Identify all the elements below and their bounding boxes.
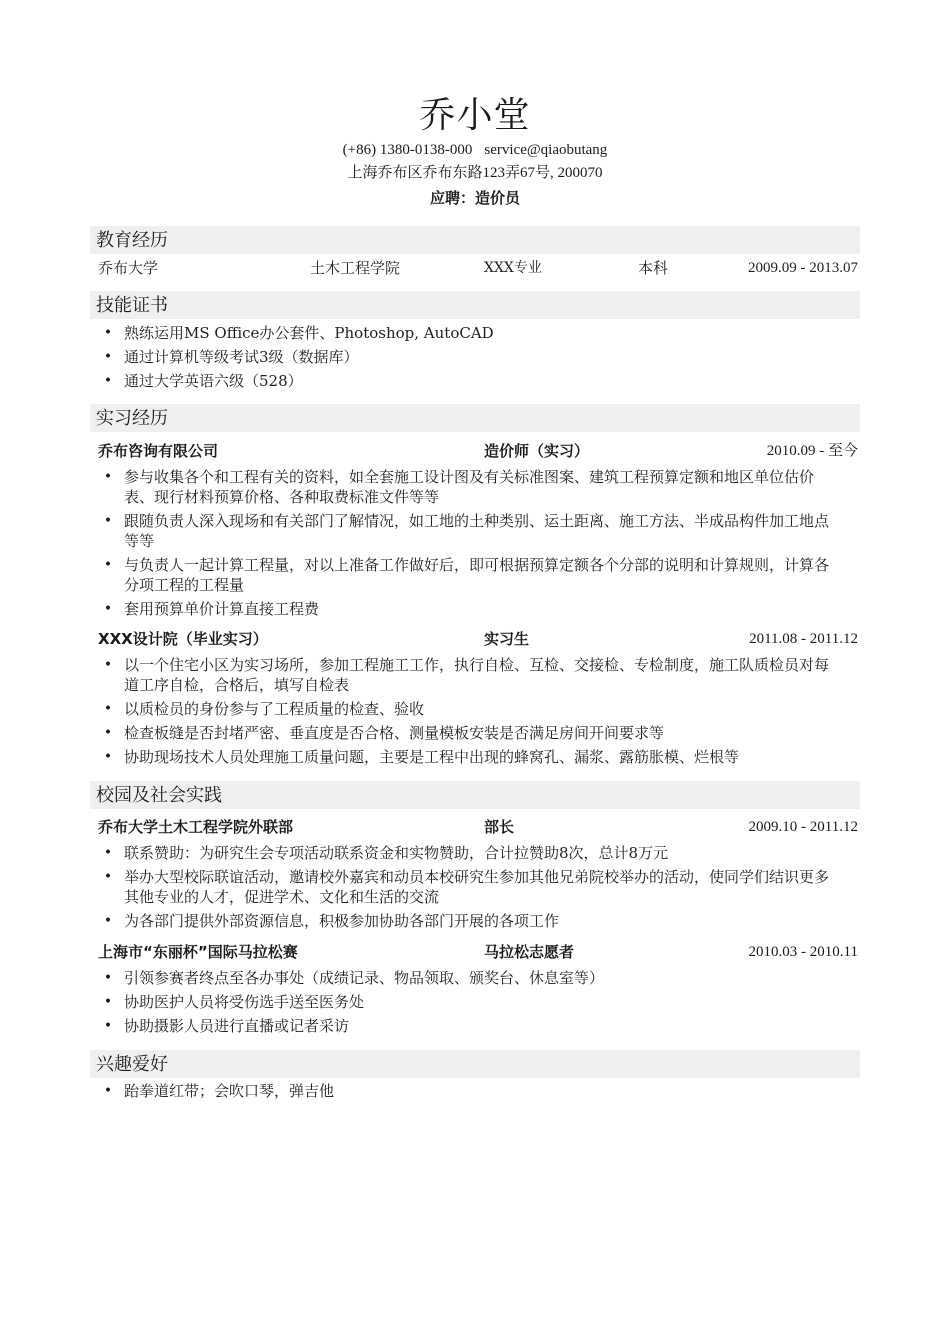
- bullet-dot-icon: •: [103, 349, 113, 365]
- section-title-hobbies: 兴趣爱好: [90, 1050, 860, 1078]
- list-item: • 以一个住宅小区为实习场所，参加工程施工工作，执行自检、互检、交接检、专检制度，施工队质检员对每道工序自检，合格后，填写自检表: [103, 656, 830, 694]
- organization-name: XXX设计院（毕业实习）: [98, 630, 268, 648]
- bullet-dot-icon: •: [103, 749, 113, 765]
- home-address: 上海乔布区乔布东路123弄67号, 200070: [347, 165, 603, 181]
- section-title-internship: 实习经历: [90, 404, 860, 432]
- bullet-dot-icon: •: [103, 701, 113, 717]
- internship-entry-header: [98, 628, 858, 650]
- list-item: • 引领参赛者终点至各办事处（成绩记录、物品领取、颁奖台、休息室等）: [103, 969, 605, 987]
- school-name: 乔布大学: [98, 259, 159, 277]
- list-item: • 举办大型校际联谊活动，邀请校外嘉宾和动员本校研究生参加其他兄弟院校举办的活动，使同学们结识更多其他专业的人才，促进学术、文化和生活的交流: [103, 868, 830, 906]
- entry-date: 2011.08 - 2011.12: [749, 631, 858, 647]
- campus-entry-header: [98, 941, 858, 963]
- list-item: • 熟练运用MS Office办公套件、Photoshop, AutoCAD: [103, 324, 494, 342]
- entry-date: 2009.10 - 2011.12: [748, 819, 858, 835]
- internship-duties-list: [102, 467, 842, 623]
- bullet-dot-icon: •: [103, 557, 113, 573]
- list-item: • 套用预算单价计算直接工程费: [103, 600, 320, 618]
- bullet-dot-icon: •: [103, 994, 113, 1010]
- education-date: 2009.09 - 2013.07: [748, 260, 858, 276]
- bullet-dot-icon: •: [103, 970, 113, 986]
- college-name: 土木工程学院: [310, 259, 401, 277]
- campus-duties-list: [102, 968, 842, 1040]
- entry-date: 2010.09 - 至今: [766, 443, 858, 459]
- bullet-dot-icon: •: [103, 657, 113, 673]
- list-item: • 与负责人一起计算工程量，对以上准备工作做好后，即可根据预算定额各个分部的说明和计算规则，计算各分项工程的工程量: [103, 556, 830, 594]
- internship-entry-header: [98, 440, 858, 462]
- campus-duties-list: [102, 843, 842, 935]
- section-title-skills: 技能证书: [90, 291, 860, 319]
- bullet-dot-icon: •: [103, 325, 113, 341]
- entry-date: 2010.03 - 2010.11: [748, 944, 858, 960]
- role-title: 部长: [484, 818, 515, 836]
- list-item: • 检查板缝是否封堵严密、垂直度是否合格、测量模板安装是否满足房间开间要求等: [103, 724, 665, 742]
- list-item: • 跆拳道红带；会吹口琴，弹吉他: [103, 1082, 335, 1100]
- bullet-dot-icon: •: [103, 869, 113, 885]
- hobbies-list: [102, 1081, 842, 1105]
- applied-position: 应聘：造价员: [429, 189, 520, 207]
- email-address: service@qiaobutang: [484, 142, 608, 158]
- bullet-dot-icon: •: [103, 513, 113, 529]
- role-title: 马拉松志愿者: [484, 943, 575, 961]
- list-item: • 为各部门提供外部资源信息，积极参加协助各部门开展的各项工作: [103, 912, 560, 930]
- organization-name: 上海市“东丽杯”国际马拉松赛: [98, 943, 298, 961]
- list-item: • 协助摄影人员进行直播或记者采访: [103, 1017, 350, 1035]
- bullet-dot-icon: •: [103, 601, 113, 617]
- contact-line: [90, 140, 860, 160]
- list-item: • 以质检员的身份参与了工程质量的检查、验收: [103, 700, 425, 718]
- list-item: • 通过计算机等级考试3级（数据库）: [103, 348, 359, 366]
- degree: 本科: [638, 259, 669, 277]
- list-item: • 协助现场技术人员处理施工质量问题，主要是工程中出现的蜂窝孔、漏浆、露筋胀模、烂根等: [103, 748, 740, 766]
- section-title-campus: 校园及社会实践: [90, 781, 860, 809]
- role-title: 实习生: [484, 630, 530, 648]
- campus-entry-header: [98, 816, 858, 838]
- bullet-dot-icon: •: [103, 373, 113, 389]
- phone-number: (+86) 1380-0138-000: [342, 142, 473, 158]
- role-title: 造价师（实习）: [484, 442, 590, 460]
- list-item: • 跟随负责人深入现场和有关部门了解情况，如工地的土种类别、运土距离、施工方法、半成品构件加工地点等等: [103, 512, 830, 550]
- bullet-dot-icon: •: [103, 913, 113, 929]
- bullet-dot-icon: •: [103, 469, 113, 485]
- organization-name: 乔布咨询有限公司: [98, 442, 219, 460]
- bullet-dot-icon: •: [103, 1018, 113, 1034]
- internship-duties-list: [102, 655, 842, 771]
- bullet-dot-icon: •: [103, 725, 113, 741]
- list-item: • 通过大学英语六级（528）: [103, 372, 303, 390]
- section-title-education: 教育经历: [90, 226, 860, 254]
- list-item: • 协助医护人员将受伤选手送至医务处: [103, 993, 365, 1011]
- list-item: • 联系赞助：为研究生会专项活动联系资金和实物赞助，合计拉赞助8次，总计8万元: [103, 844, 669, 862]
- bullet-dot-icon: •: [103, 845, 113, 861]
- skills-list: [102, 323, 842, 395]
- bullet-dot-icon: •: [103, 1083, 113, 1099]
- candidate-name: 乔小堂: [419, 95, 531, 136]
- organization-name: 乔布大学土木工程学院外联部: [98, 818, 294, 836]
- major-name: XXX专业: [484, 260, 542, 276]
- list-item: • 参与收集各个和工程有关的资料，如全套施工设计图及有关标准图案、建筑工程预算定额和地区单位估价表、现行材料预算价格、各种取费标准文件等等: [103, 468, 815, 506]
- education-row: [98, 257, 858, 279]
